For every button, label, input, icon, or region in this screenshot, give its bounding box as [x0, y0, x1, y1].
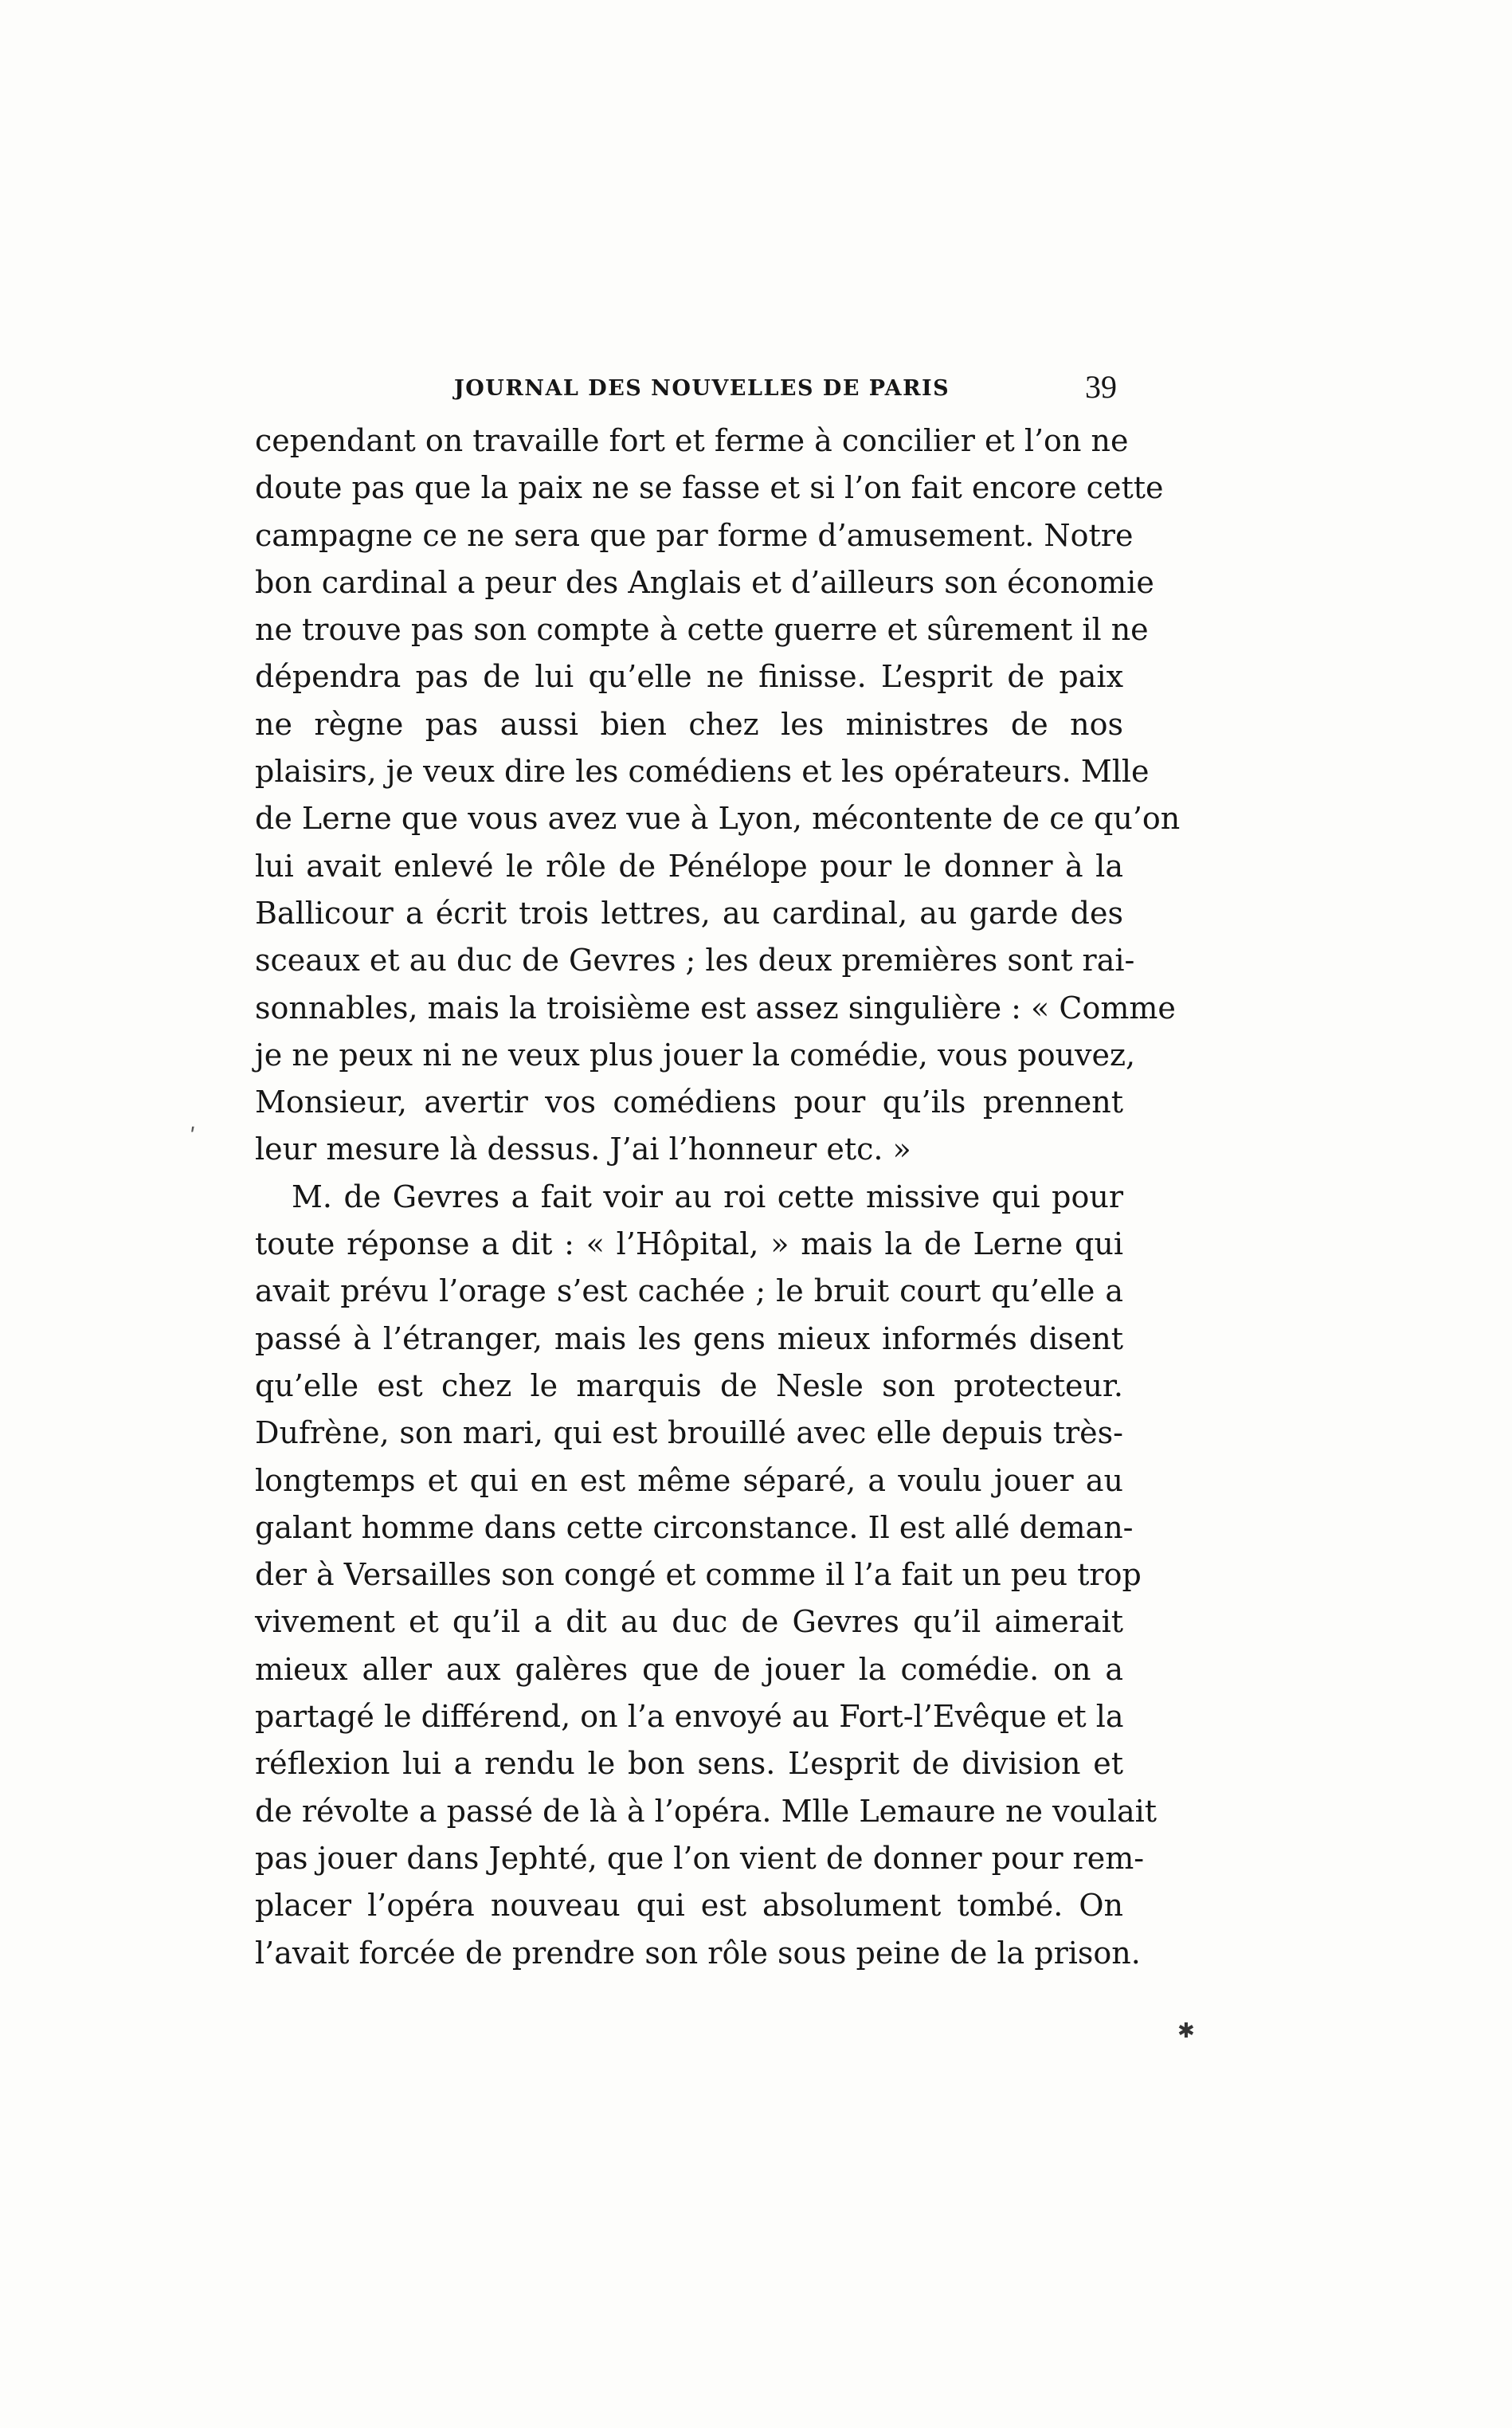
- running-head: [255, 368, 1123, 408]
- text-line: ne règne pas aussi bien chez les ministres de nos: [255, 706, 1123, 742]
- text-line: longtemps et qui en est même séparé, a voulu jouer au: [255, 1462, 1123, 1498]
- text-line: plaisirs, je veux dire les comédiens et les opérateurs. Mlle: [255, 754, 1150, 790]
- text-line: der à Versailles son congé et comme il l’a fait un peu trop: [255, 1557, 1142, 1593]
- text-line: ne trouve pas son compte à cette guerre et sûrement il ne: [255, 612, 1149, 648]
- text-line: toute réponse a dit : « l’Hôpital, » mais la de Lerne qui: [255, 1226, 1123, 1262]
- text-line: cependant on travaille fort et ferme à concilier et l’on ne: [255, 423, 1129, 458]
- text-line: Ballicour a écrit trois lettres, au cardinal, au garde des: [255, 895, 1123, 931]
- margin-tick-mark: ʹ: [190, 1124, 196, 1150]
- text-line: Dufrène, son mari, qui est brouillé avec elle depuis très-: [255, 1415, 1123, 1451]
- asterisk-icon: ✱: [1177, 2019, 1195, 2043]
- text-line: leur mesure là dessus. J’ai l’honneur etc. »: [255, 1132, 911, 1167]
- running-title: JOURNAL DES NOUVELLES DE PARIS: [454, 376, 950, 401]
- text-line: placer l’opéra nouveau qui est absolument tombé. On: [255, 1888, 1123, 1924]
- text-line: mieux aller aux galères que de jouer la comédie. on a: [255, 1651, 1123, 1687]
- text-line: partagé le différend, on l’a envoyé au Fort-l’Evêque et la: [255, 1699, 1124, 1735]
- text-line: de Lerne que vous avez vue à Lyon, mécontente de ce qu’on: [255, 801, 1181, 837]
- text-line: avait prévu l’orage s’est cachée ; le bruit court qu’elle a: [255, 1273, 1123, 1309]
- text-line: dépendra pas de lui qu’elle ne finisse. L’esprit de paix: [255, 659, 1123, 695]
- text-line: vivement et qu’il a dit au duc de Gevres qu’il aimerait: [255, 1604, 1123, 1640]
- text-line: pas jouer dans Jephté, que l’on vient de donner pour rem-: [255, 1840, 1145, 1876]
- page-number: 39: [1085, 369, 1117, 405]
- text-line: campagne ce ne sera que par forme d’amusement. Notre: [255, 517, 1134, 553]
- text-line: galant homme dans cette circonstance. Il est allé deman-: [255, 1509, 1134, 1545]
- text-line: sonnables, mais la troisième est assez singulière : « Comme: [255, 990, 1176, 1026]
- text-line: qu’elle est chez le marquis de Nesle son protecteur.: [255, 1367, 1123, 1403]
- text-line: lui avait enlevé le rôle de Pénélope pour le donner à la: [255, 848, 1123, 884]
- text-line: réflexion lui a rendu le bon sens. L’esprit de division et: [255, 1746, 1123, 1782]
- body-text: [255, 418, 1181, 1977]
- text-line: sceaux et au duc de Gevres ; les deux premières sont rai-: [255, 943, 1135, 979]
- text-line: je ne peux ni ne veux plus jouer la comédie, vous pouvez,: [255, 1037, 1136, 1073]
- text-line: Monsieur, avertir vos comédiens pour qu’ils prennent: [255, 1085, 1123, 1120]
- text-line: doute pas que la paix ne se fasse et si l’on fait encore cette: [255, 470, 1164, 506]
- text-line: bon cardinal a peur des Anglais et d’ailleurs son économie: [255, 564, 1154, 600]
- text-line: de révolte a passé de là à l’opéra. Mlle Lemaure ne voulait: [255, 1793, 1158, 1829]
- text-line: passé à l’étranger, mais les gens mieux informés disent: [255, 1320, 1123, 1356]
- text-line: M. de Gevres a fait voir au roi cette missive qui pour: [292, 1179, 1123, 1214]
- text-line: l’avait forcée de prendre son rôle sous peine de la prison.: [255, 1935, 1141, 1971]
